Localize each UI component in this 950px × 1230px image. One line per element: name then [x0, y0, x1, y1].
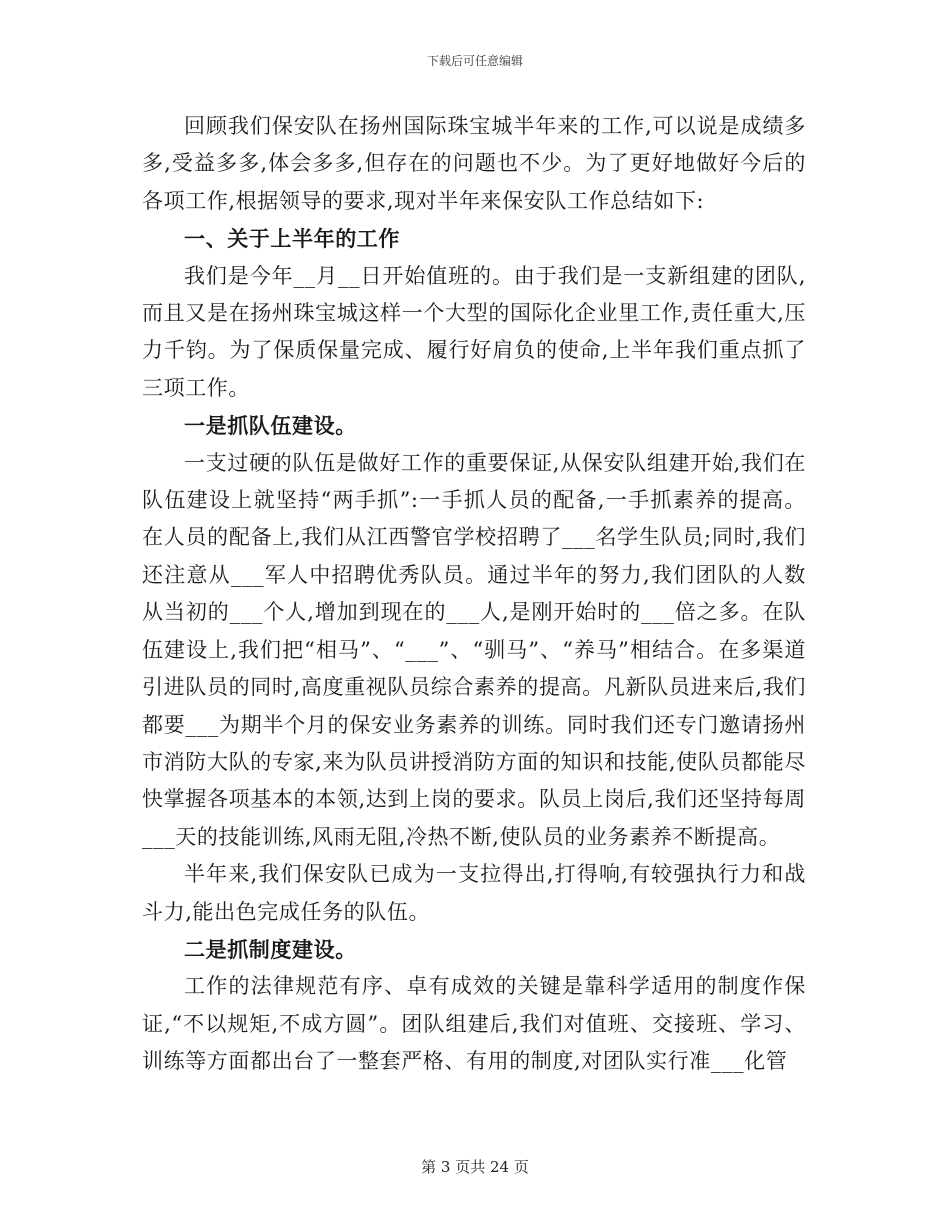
page-header-note: 下载后可任意编辑	[426, 54, 523, 68]
document-body	[142, 108, 806, 1081]
system-building-paragraph: 工作的法律规范有序、卓有成效的关键是靠科学适用的制度作保证,“不以规矩,不成方圆”。团队组建后,我们对值班、交接班、学习、训练等方面都出台了一整套严格、有用的制度,对团队实行准___化管	[142, 974, 806, 1074]
page-number: 第 3 页共 24 页	[421, 1158, 529, 1176]
team-summary-paragraph: 半年来,我们保安队已成为一支拉得出,打得响,有较强执行力和战斗力,能出色完成任务的队伍。	[142, 862, 806, 924]
team-building-paragraph: 一支过硬的队伍是做好工作的重要保证,从保安队组建开始,我们在队伍建设上就坚持“两手抓”:一手抓人员的配备,一手抓素养的提高。在人员的配备上,我们从江西警官学校招聘了___名学生队员;同时,我们还注意从___军人中招聘优秀队员。通过半年的努力,我们团队的人数从当初的___个人,增加到现在的___人,是刚开始时的___倍之多。在队伍建设上,我们把“相马”、“___”、“驯马”、“养马”相结合。在多渠道引进队员的同时,高度重视队员综合素养的提高。凡新队员进来后,我们都要___为期半个月的保安业务素养的训练。同时我们还专门邀请扬州市消防大队的专家,来为队员讲授消防方面的知识和技能,使队员都能尽快掌握各项基本的本领,达到上岗的要求。队员上岗后,我们还坚持每周___天的技能训练,风雨无阻,冷热不断,使队员的业务素养不断提高。	[142, 450, 806, 849]
subheading-team-building: 一是抓队伍建设。	[184, 413, 357, 439]
first-half-paragraph: 我们是今年__月__日开始值班的。由于我们是一支新组建的团队,而且又是在扬州珠宝城这样一个大型的国际化企业里工作,责任重大,压力千钧。为了保质保量完成、履行好肩负的使命,上半年我们重点抓了三项工作。	[142, 263, 806, 400]
intro-paragraph: 回顾我们保安队在扬州国际珠宝城半年来的工作,可以说是成绩多多,受益多多,体会多多,但存在的问题也不少。为了更好地做好今后的各项工作,根据领导的要求,现对半年来保安队工作总结如下:	[142, 114, 806, 213]
section-heading-first-half-work: 一、关于上半年的工作	[184, 226, 400, 252]
subheading-system-building: 二是抓制度建设。	[184, 936, 357, 962]
